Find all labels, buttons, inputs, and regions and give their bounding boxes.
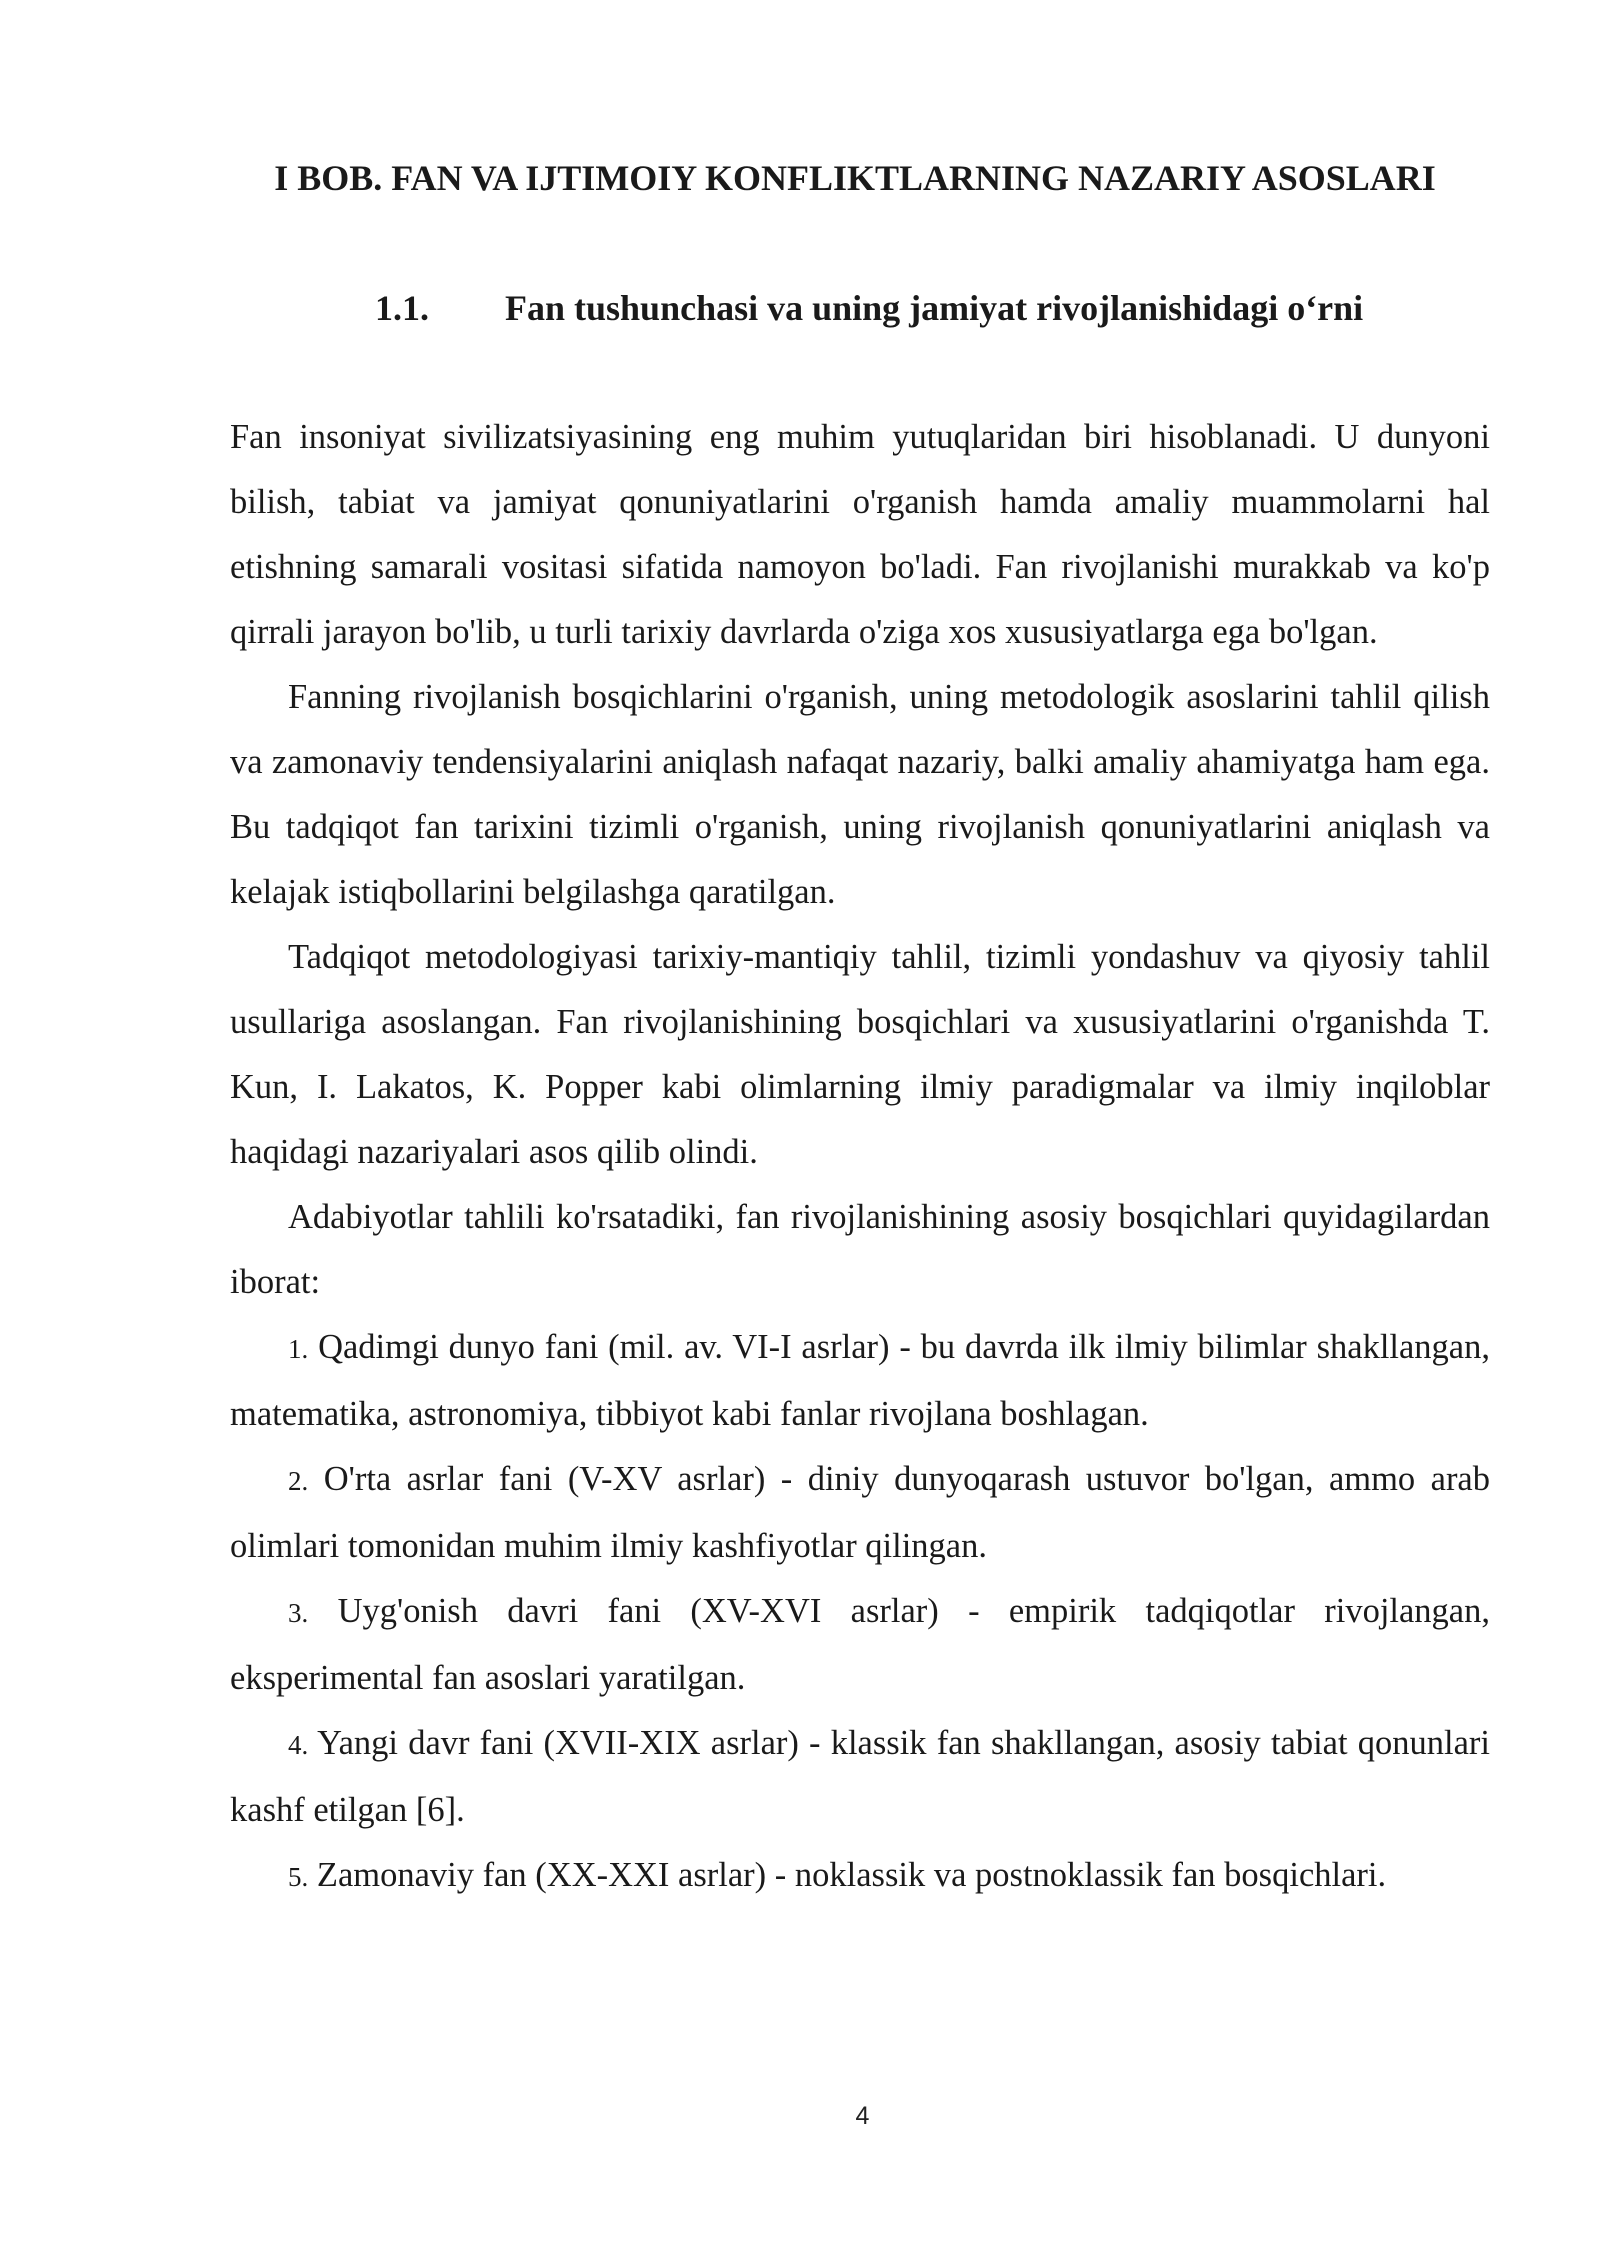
list-item-number: 1.: [288, 1334, 309, 1364]
section-title: Fan tushunchasi va uning jamiyat rivojlanishidagi o‘rni: [505, 288, 1364, 328]
paragraph-1: Fan insoniyat sivilizatsiyasining eng muhim yutuqlaridan biri hisoblanadi. U dunyoni bilish, tabiat va jamiyat qonuniyatlarini o'rganish hamda amaliy muammolarni hal etishning samarali vositasi sifatida namoyon bo'ladi. Fan rivojlanishi murakkab va ko'p qirrali jarayon bo'lib, u turli tarixiy davrlarda o'ziga xos xususiyatlarga ega bo'lgan.: [230, 418, 1490, 651]
list-item-text: Uyg'onish davri fani (XV-XVI asrlar) - empirik tadqiqotlar rivojlangan, eksperimental fan asoslari yaratilgan.: [230, 1592, 1490, 1697]
body-text: [230, 405, 1490, 1910]
list-item: [230, 1579, 1490, 1711]
list-item-number: 4.: [288, 1730, 309, 1760]
list-item: [230, 1315, 1490, 1447]
paragraph-3: Tadqiqot metodologiyasi tarixiy-mantiqiy tahlil, tizimli yondashuv va qiyosiy tahlil usullariga asoslangan. Fan rivojlanishining bosqichlari va xususiyatlarini o'rganishda T. Kun, I. Lakatos, K. Popper kabi olimlarning ilmiy paradigmalar va ilmiy inqiloblar haqidagi nazariyalari asos qilib olindi.: [230, 938, 1490, 1171]
section-heading: [375, 276, 1363, 341]
list-item-number: 3.: [288, 1598, 309, 1628]
list-item-text: Qadimgi dunyo fani (mil. av. VI-I asrlar) - bu davrda ilk ilmiy bilimlar shakllangan, matematika, astronomiya, tibbiyot kabi fanlar rivojlana boshlagan.: [230, 1328, 1490, 1433]
list-item-text: Yangi davr fani (XVII-XIX asrlar) - klassik fan shakllangan, asosiy tabiat qonunlari kashf etilgan [6].: [230, 1724, 1490, 1829]
list-item-number: 5.: [288, 1862, 309, 1892]
page-number: 4: [855, 2102, 870, 2130]
list-item: [230, 1447, 1490, 1579]
list-item-text: Zamonaviy fan (XX-XXI asrlar) - noklassik va postnoklassik fan bosqichlari.: [316, 1856, 1387, 1894]
paragraph-4: Adabiyotlar tahlili ko'rsatadiki, fan rivojlanishining asosiy bosqichlari quyidagilardan iborat:: [230, 1198, 1490, 1301]
list-item: [230, 1711, 1490, 1843]
list-item: [230, 1843, 1490, 1910]
list-item-text: O'rta asrlar fani (V-XV asrlar) - diniy dunyoqarash ustuvor bo'lgan, ammo arab olimlari tomonidan muhim ilmiy kashfiyotlar qilingan.: [230, 1460, 1490, 1565]
section-number: 1.1.: [375, 288, 429, 328]
paragraph-2: Fanning rivojlanish bosqichlarini o'rganish, uning metodologik asoslarini tahlil qilish va zamonaviy tendensiyalarini aniqlash nafaqat nazariy, balki amaliy ahamiyatga ham ega. Bu tadqiqot fan tarixini tizimli o'rganish, uning rivojlanish qonuniyatlarini aniqlash va kelajak istiqbollarini belgilashga qaratilgan.: [230, 678, 1490, 911]
chapter-title: I BOB. FAN VA IJTIMOIY KONFLIKTLARNING NAZARIY ASOSLARI: [274, 158, 1436, 198]
list-item-number: 2.: [288, 1466, 309, 1496]
